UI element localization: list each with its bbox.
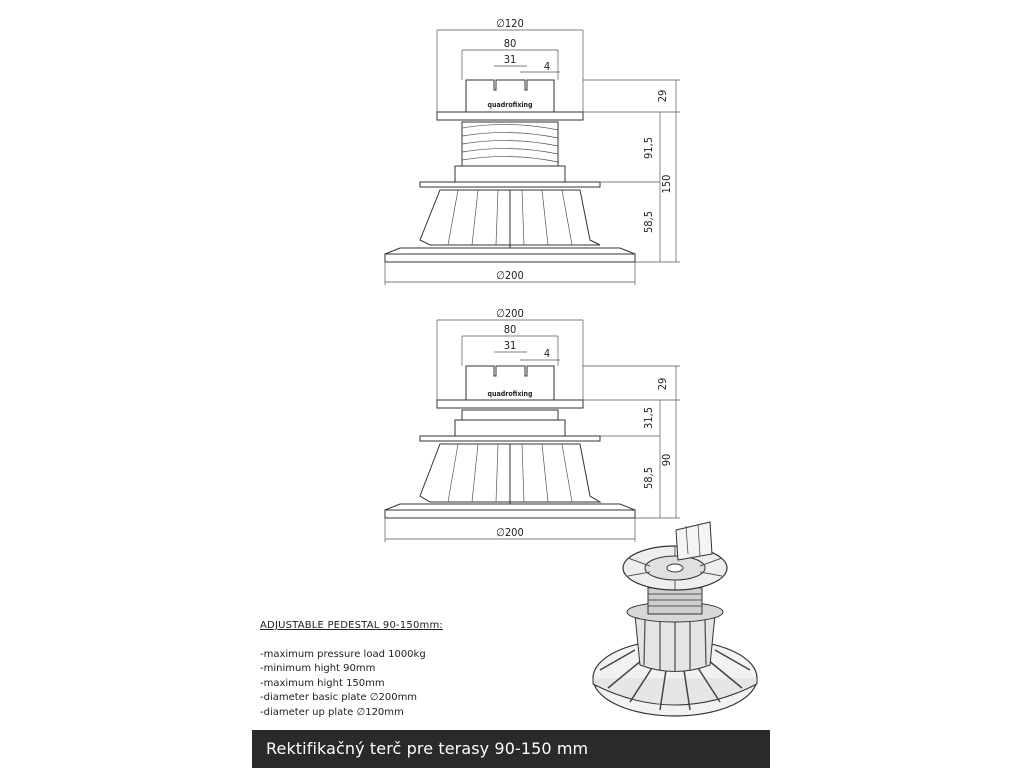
pedestal-drawing-min-height — [0, 300, 1024, 550]
specifications-block — [260, 619, 520, 721]
dim-height-91-5: 91,5 — [642, 136, 655, 160]
dim-width-31: 31 — [503, 53, 517, 66]
dim-height-29: 29 — [656, 377, 669, 391]
dim-base-diameter: ∅200 — [496, 526, 524, 539]
brand-mark: quadrofixing — [487, 101, 533, 109]
dim-width-80: 80 — [503, 37, 517, 50]
spec-line: -diameter up plate ∅120mm — [260, 706, 404, 718]
dim-top-diameter: ∅120 — [496, 17, 524, 30]
dim-height-29: 29 — [656, 89, 669, 103]
dim-base-diameter: ∅200 — [496, 269, 524, 282]
caption-text: Rektifikačný terč pre terasy 90-150 mm — [266, 739, 589, 758]
pedestal-drawing-max-height — [0, 0, 1024, 300]
pedestal-3d-illustration — [580, 520, 770, 730]
specs-title: ADJUSTABLE PEDESTAL 90-150mm: — [260, 620, 443, 631]
dim-height-150: 150 — [660, 174, 673, 194]
spec-line: -diameter basic plate ∅200mm — [260, 692, 418, 704]
spec-line: -maximum hight 150mm — [260, 677, 385, 689]
threaded-spindle — [462, 122, 558, 166]
dim-width-4: 4 — [543, 60, 551, 73]
dim-height-90: 90 — [660, 453, 673, 467]
brand-mark: quadrofixing — [487, 390, 533, 398]
dim-top-diameter: ∅200 — [496, 307, 524, 320]
dim-height-58-5: 58,5 — [642, 466, 655, 490]
dim-width-4: 4 — [543, 347, 551, 360]
spec-line: -minimum hight 90mm — [260, 663, 376, 675]
caption-bar — [252, 730, 770, 768]
dim-height-58-5: 58,5 — [642, 210, 655, 234]
dim-width-31: 31 — [503, 339, 517, 352]
spec-line: -maximum pressure load 1000kg — [260, 648, 426, 660]
dim-height-31-5: 31,5 — [642, 406, 655, 430]
dim-width-80: 80 — [503, 323, 517, 336]
